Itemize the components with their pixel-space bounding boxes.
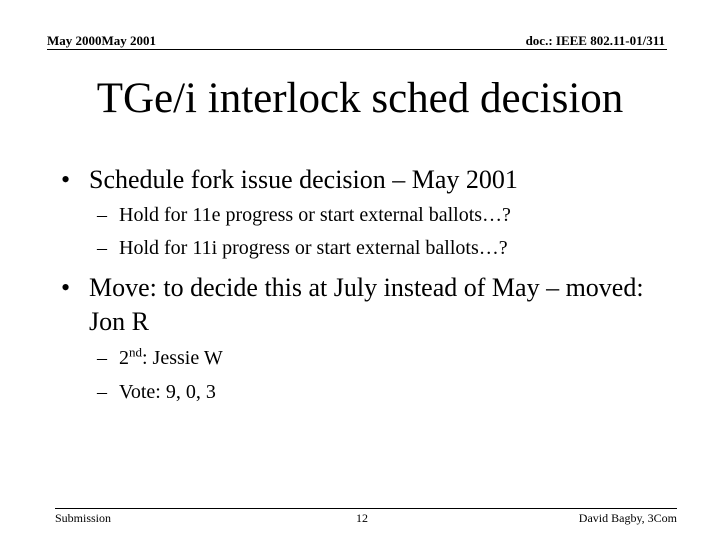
sub-bullet-2-2-text: Vote: 9, 0, 3 bbox=[119, 381, 216, 403]
header-rule bbox=[47, 49, 667, 50]
footer-rule bbox=[55, 508, 677, 509]
dash-icon: – bbox=[97, 347, 107, 369]
sub-bullet-2-2 bbox=[97, 379, 216, 405]
bullet-dot-icon: • bbox=[61, 165, 71, 194]
bullet-2-text: Move: to decide this at July instead of May – moved: Jon R bbox=[89, 273, 644, 336]
sub-bullet-1-2-text: Hold for 11i progress or start external ballots…? bbox=[119, 237, 508, 259]
bullet-2 bbox=[61, 271, 649, 339]
slide-header-right: doc.: IEEE 802.11-01/311 bbox=[525, 33, 665, 48]
dash-icon: – bbox=[97, 204, 107, 226]
bullet-dot-icon: • bbox=[61, 273, 71, 302]
footer-page-number: 12 bbox=[356, 511, 368, 525]
sub-bullet-1-1-text: Hold for 11e progress or start external ballots…? bbox=[119, 204, 511, 226]
sub-bullet-1-2 bbox=[97, 235, 508, 261]
sub-bullet-2-1-text bbox=[119, 345, 223, 371]
seconder-text: : Jessie W bbox=[142, 347, 223, 369]
footer-author: David Bagby, 3Com bbox=[578, 511, 677, 525]
dash-icon: – bbox=[97, 237, 107, 259]
slide-title: TGe/i interlock sched decision bbox=[96, 75, 624, 122]
bullet-1 bbox=[61, 163, 649, 197]
footer-submission: Submission bbox=[55, 511, 112, 525]
sub-bullet-2-1 bbox=[97, 345, 223, 371]
ordinal-number: 2 bbox=[119, 347, 129, 369]
ordinal-suffix: nd bbox=[129, 344, 142, 360]
sub-bullet-1-1 bbox=[97, 202, 511, 228]
bullet-1-text: Schedule fork issue decision – May 2001 bbox=[89, 165, 518, 194]
dash-icon: – bbox=[97, 381, 107, 403]
slide-header-left: May 2000May 2001 bbox=[47, 33, 157, 48]
